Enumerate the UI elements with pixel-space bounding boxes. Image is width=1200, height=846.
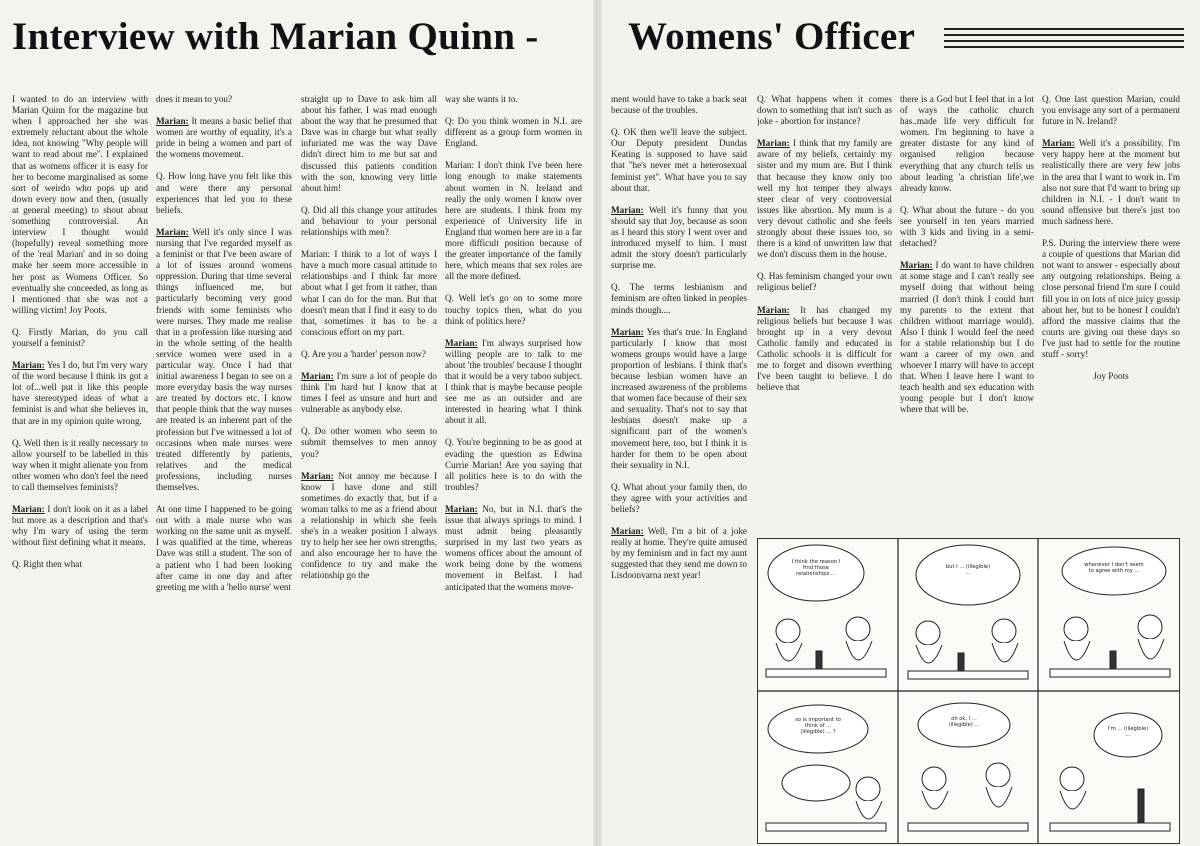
paragraph-text: Q. Firstly Marian, do you call yourself a feminist?: [12, 326, 148, 348]
cartoon-strip: [757, 538, 1180, 844]
paragraph-text: Yes that's true. In England particularly I know that most womens groups would have a large proportion of lesbians. I think that's because lesbian women have an increased awareness of the problems that women face because of their sex and sexuality. That's not to say that lesbians doesn't make up a significant part of the women's movement here, too, but I think it is harder for them to be open about their sexuality in N.I.: [611, 326, 747, 470]
paragraph-text: I'm always surprised how willing people are to talk to me about 'the troubles' because I thought that it would be a very taboo subject. I think that is maybe because people see me as an outsider and are interested in hearing what I think about it all.: [445, 337, 582, 426]
paragraph-text: Q. What about the future - do you see yourself in ten years married with 3 kids and living in a semi-detached?: [900, 204, 1034, 249]
paragraph-text: Q. The terms lesbianism and feminism are often linked in peoples minds though....: [611, 282, 747, 315]
speech-bubble-text: I'm ... (illegible) ...: [1107, 726, 1149, 738]
article-paragraph: [156, 504, 292, 593]
paragraph-text: Q. OK then we'll leave the subject. Our Deputy president Dundas Keating is supposed to have said that "he's never met a heterosexual feminist yet". What have you to say about that.: [611, 127, 747, 193]
article-column-8: [1042, 94, 1180, 534]
article-paragraph: [12, 438, 148, 493]
article-paragraph: [445, 437, 582, 492]
paragraph-text: Marian: I think to a lot of ways I have a much more casual attitude to relationships and I think far more about what I get from it rather, than what I can do for the man. But that doesn't mean that I find it easy to do that, sometimes it has to be a conscious effort on my part.: [301, 249, 437, 337]
article-paragraph: [12, 360, 148, 427]
article-paragraph: [611, 482, 747, 515]
speech-bubble-text: oh ok, I ... (illegible) ...: [948, 716, 980, 728]
speech-bubble-text: I think the reason I find those relationships ...: [791, 559, 841, 577]
speaker-label: Marian:: [445, 503, 478, 514]
paragraph-text: Marian: I don't think I've been here long enough to make statements about women in N. Ireland and really the only women I know over here are students. I think from my experience of University life in England that women here are in a far more difficult position because of the greater importance of the family here, which means that sex roles are all the more defined.: [445, 160, 582, 282]
paragraph-text: Q. One last question Marian, could you envisage any sort of a permanent future in N. Ireland?: [1042, 94, 1180, 127]
paragraph-text: I think that my family are aware of my beliefs, certainly my sister and my mum are. But I think that because they know only too well my hot temper they always steer clear of very controversial issues like abortion. My mum is a very devout catholic and she feels strongly about these issues too, so there is a kind of unwritten law that we don't discuss them in the house.: [757, 138, 892, 260]
paragraph-text: It has changed my religious beliefs but because I was brought up in a very devout Catholic family and educated in Catholic schools it is difficult for me to forget and disown everthing I've been taught to believe. I do believe that: [757, 304, 892, 393]
article-column-4: [445, 94, 582, 840]
article-paragraph: [12, 559, 148, 570]
speech-bubble-text: but I ... (illegible) ...: [945, 564, 991, 576]
article-paragraph: [445, 116, 582, 149]
article-paragraph: [611, 205, 747, 272]
paragraph-text: Q. Did all this change your attitudes and behaviour to your personal relationships with men?: [301, 204, 437, 238]
article-column-3: [301, 94, 437, 840]
paragraph-text: Not annoy me because I know I have done and still sometimes do exactly that, but if a woman talks to me as a friend about a relationship in which she feels she's in a weaker position I always try to help her see her own strengths, and also encourage her to have the confidence to try and make the relationship go the: [301, 470, 437, 581]
speech-bubble-text: so is important to think of ... (illegible) ... ?: [795, 717, 841, 735]
article-paragraph: [445, 293, 582, 326]
paragraph-text: way she wants it to.: [445, 94, 518, 104]
article-paragraph: [611, 94, 747, 116]
paragraph-text: Q. Well let's go on to some more touchy topics then, what do you think of politics here?: [445, 293, 582, 326]
decorative-rules: [944, 28, 1184, 48]
article-column-5: [611, 94, 747, 840]
paragraph-text: Q. Right then what: [12, 559, 82, 570]
paragraph-text: At one time I happened to be going out with a male nurse who was working on the same unit as myself. I was qualified at the time, whereas Dave was still a student. The son of a patient who I had been looking after came in one day and after greeting me with a 'hello nurse' went: [156, 504, 292, 592]
article-paragraph: [156, 94, 292, 105]
article-paragraph: [611, 327, 747, 471]
speaker-label: Marian:: [301, 470, 334, 481]
article-paragraph: [301, 94, 437, 194]
article-paragraph: [900, 94, 1034, 194]
article-column-1: [12, 94, 148, 840]
headline-left: Interview with Marian Quinn -: [12, 15, 539, 58]
speaker-label: Marian:: [445, 337, 478, 348]
paragraph-text: Q: Do you think women in N.I. are different as a group form women in England.: [445, 116, 582, 149]
article-paragraph: [12, 94, 148, 316]
article-paragraph: [757, 94, 892, 127]
author-signature: Joy Poots: [1093, 371, 1129, 382]
paragraph-text: Q. You're beginning to be as good at evading the question as Edwina Currie Marian! Are you saying that all politics here is to do with the troubles?: [445, 437, 582, 492]
article-paragraph: [12, 327, 148, 349]
article-paragraph: [1042, 138, 1180, 227]
page-gutter: [593, 0, 602, 846]
speaker-label: Marian:: [611, 204, 644, 215]
article-paragraph: [301, 205, 437, 238]
speaker-label: Marian:: [900, 260, 933, 271]
paragraph-text: I do want to have children at some stage and I can't really see myself doing that without being married (I don't think I could hurt my parents to the extent that children without marriage would). Also I think I would feel the need for a stable relationship but I do want a career of my own and whoever I marry will have to accept that. When I leave here I want to teach health and sex education with young people but I don't know where that will be.: [900, 260, 1034, 415]
article-paragraph: [156, 116, 292, 160]
article-paragraph: [301, 471, 437, 582]
paragraph-text: P.S. During the interview there were a couple of questions that Marian did not want to answer - especially about any outgoing relationships. Being a close personal friend I'm sure I could fill you in on lots of nice juicy gossip about her, but to be honest I couldn't afford the massive claims that the courts are giving out these days so I've just had to settle for the routine stuff - sorry!: [1042, 238, 1180, 359]
speaker-label: Marian:: [156, 226, 189, 237]
speaker-label: Marian:: [12, 504, 45, 515]
article-column-7: [900, 94, 1034, 534]
speaker-label: Marian:: [757, 304, 790, 315]
speaker-label: Marian:: [757, 138, 790, 149]
paragraph-text: It means a basic belief that women are worthy of equality, it's a pride in being a women and part of the womens movement.: [156, 116, 292, 160]
article-paragraph: [611, 526, 747, 581]
article-paragraph: [611, 282, 747, 315]
speaker-label: Marian:: [301, 370, 334, 381]
speaker-label: Marian:: [611, 526, 644, 537]
article-paragraph: [156, 171, 292, 215]
article-paragraph: [611, 127, 747, 194]
article-paragraph: [301, 249, 437, 338]
speech-bubble-text: whenever I don't seem to agree with my ...: [1084, 562, 1144, 574]
article-paragraph: [445, 504, 582, 593]
article-paragraph: [156, 227, 292, 493]
paragraph-text: ment would have to take a back seat because of the troubles.: [611, 94, 747, 116]
article-column-2: [156, 94, 292, 840]
article-column-6: [757, 94, 892, 534]
paragraph-text: Q. What happens when it comes down to something that isn't such as joke - abortion for instance?: [757, 94, 892, 127]
article-paragraph: [301, 371, 437, 415]
article-paragraph: [757, 138, 892, 260]
article-paragraph: [301, 426, 437, 459]
article-paragraph: [900, 205, 1034, 249]
paragraph-text: Well, I'm a bit of a joke really at home. They're quite amused by my feminism and in fact my aunt suggested that they send me down to Lisdoonvarna next year!: [611, 526, 747, 581]
paragraph-text: No, but in N.I. that's the issue that always springs to mind. I must admit being pleasantly surprised in my last two years as womens officer about the amount of work being done by the womens movement in Belfast. I had anticipated that the womens move-: [445, 503, 582, 592]
article-paragraph: [445, 94, 582, 105]
paragraph-text: Q. What about your family then, do they agree with your activities and beliefs?: [611, 481, 747, 514]
paragraph-text: Q. Do other women who seem to submit themselves to men annoy you?: [301, 426, 437, 459]
headline-right: Womens' Officer: [628, 15, 916, 58]
article-paragraph: [757, 305, 892, 394]
article-paragraph: [1042, 238, 1180, 360]
article-paragraph: [900, 260, 1034, 415]
paragraph-text: Yes I do, but I'm very wary of the word because I think its got a lot of...well put it like this people have stereotyped ideas of what a feminist is and what she believes in, that are in my opinion quite wrong.: [12, 360, 148, 426]
speaker-label: Marian:: [1042, 138, 1075, 149]
article-paragraph: [445, 338, 582, 427]
article-paragraph: [1042, 94, 1180, 127]
article-paragraph: [12, 504, 148, 548]
article-paragraph: [445, 160, 582, 282]
paragraph-text: straight up to Dave to ask him all about his father. I was mad enough about the way that he presumed that Dave was in charge but what really infuriated me was the way Dave didn't direct him to me but sat and discussed this patients condition with the son, knowing very little about him!: [301, 94, 437, 193]
paragraph-text: Well it's funny that you should say that Joy, because as soon as I heard this story I went over and introduced myself to him. I must admit the story doesn't particularly surprise me.: [611, 204, 747, 271]
paragraph-text: I wanted to do an interview with Marian Quinn for the magazine but when I approached her she was extremely reluctant about the whole idea, not knowing "Why people will want to read about me". I explained that as womens officer it is easy for her to become marginalised as some sort of weirdo who pops up and down every now and then, (usually at general meeting) to shout about something controversial. An interview I thought would (hopefully) reveal something more of the 'real Marian' and in so doing make her seem more accessible in her post as Womens Officer. So eventually she conceeded, as long as I mentioned that she was not a willing victim! Joy Poots.: [12, 94, 148, 315]
paragraph-text: Q. Has feminism changed your own religious belief?: [757, 271, 892, 293]
speaker-label: Marian:: [12, 360, 45, 371]
paragraph-text: Q. Are you a 'harder' person now?: [301, 348, 427, 359]
paragraph-text: Q. How long have you felt like this and were there any personal experiences that led you to these beliefs.: [156, 171, 292, 215]
speaker-label: Marian:: [156, 116, 189, 127]
paragraph-text: there is a God but I feel that in a lot of ways the catholic church has..made life very difficult for women. I'm beginning to have a greater distaste for any kind of organised religion because everything that any church tells us about leading 'a christian life',we already know.: [900, 94, 1034, 193]
paragraph-text: I'm sure a lot of people do think I'm hard but I know that at times I feel as unsure and hurt and vulnerable as anybody else.: [301, 370, 437, 415]
paragraph-text: Q. Well then is it really necessary to allow yourself to be labelled in this way when it might alienate you from other women who don't feel the need to call themselves feminists?: [12, 437, 148, 492]
speaker-label: Marian:: [611, 326, 644, 337]
article-paragraph: [757, 271, 892, 293]
paragraph-text: Well it's only since I was nursing that I've regarded myself as a feminist or that I've been aware of a lot of issues around womens oppression. During that time several things influenced me, but particularly becoming very good friends with some feminists who were nurses. They made me realise that in a profession like nursing and in the whole setting of the health service women were used in a particular way. Once I had that initial awareness I began to see on a more everyday basis the way nurses are treated by doctors etc. I know that people think that the way nurses are treated is an inherent part of the profession but I've witnessed a lot of occasions when male nurses were treated differently by patients, relatives and the medical professions, including nurses themselves.: [156, 226, 292, 492]
paragraph-text: does it mean to you?: [156, 94, 233, 104]
article-paragraph: [301, 349, 437, 360]
paragraph-text: I don't look on it as a label but more as a description and that's why I'm wary of using the term without first defining what it means.: [12, 504, 148, 548]
paragraph-text: Well it's a possibility. I'm very happy here at the moment but realistically there are very few jobs in the area that I want to work in. I'm also not sure that I'd want to bring up children in N.I. - I don't want to sound offensive but there's just too much sadness here.: [1042, 138, 1180, 226]
